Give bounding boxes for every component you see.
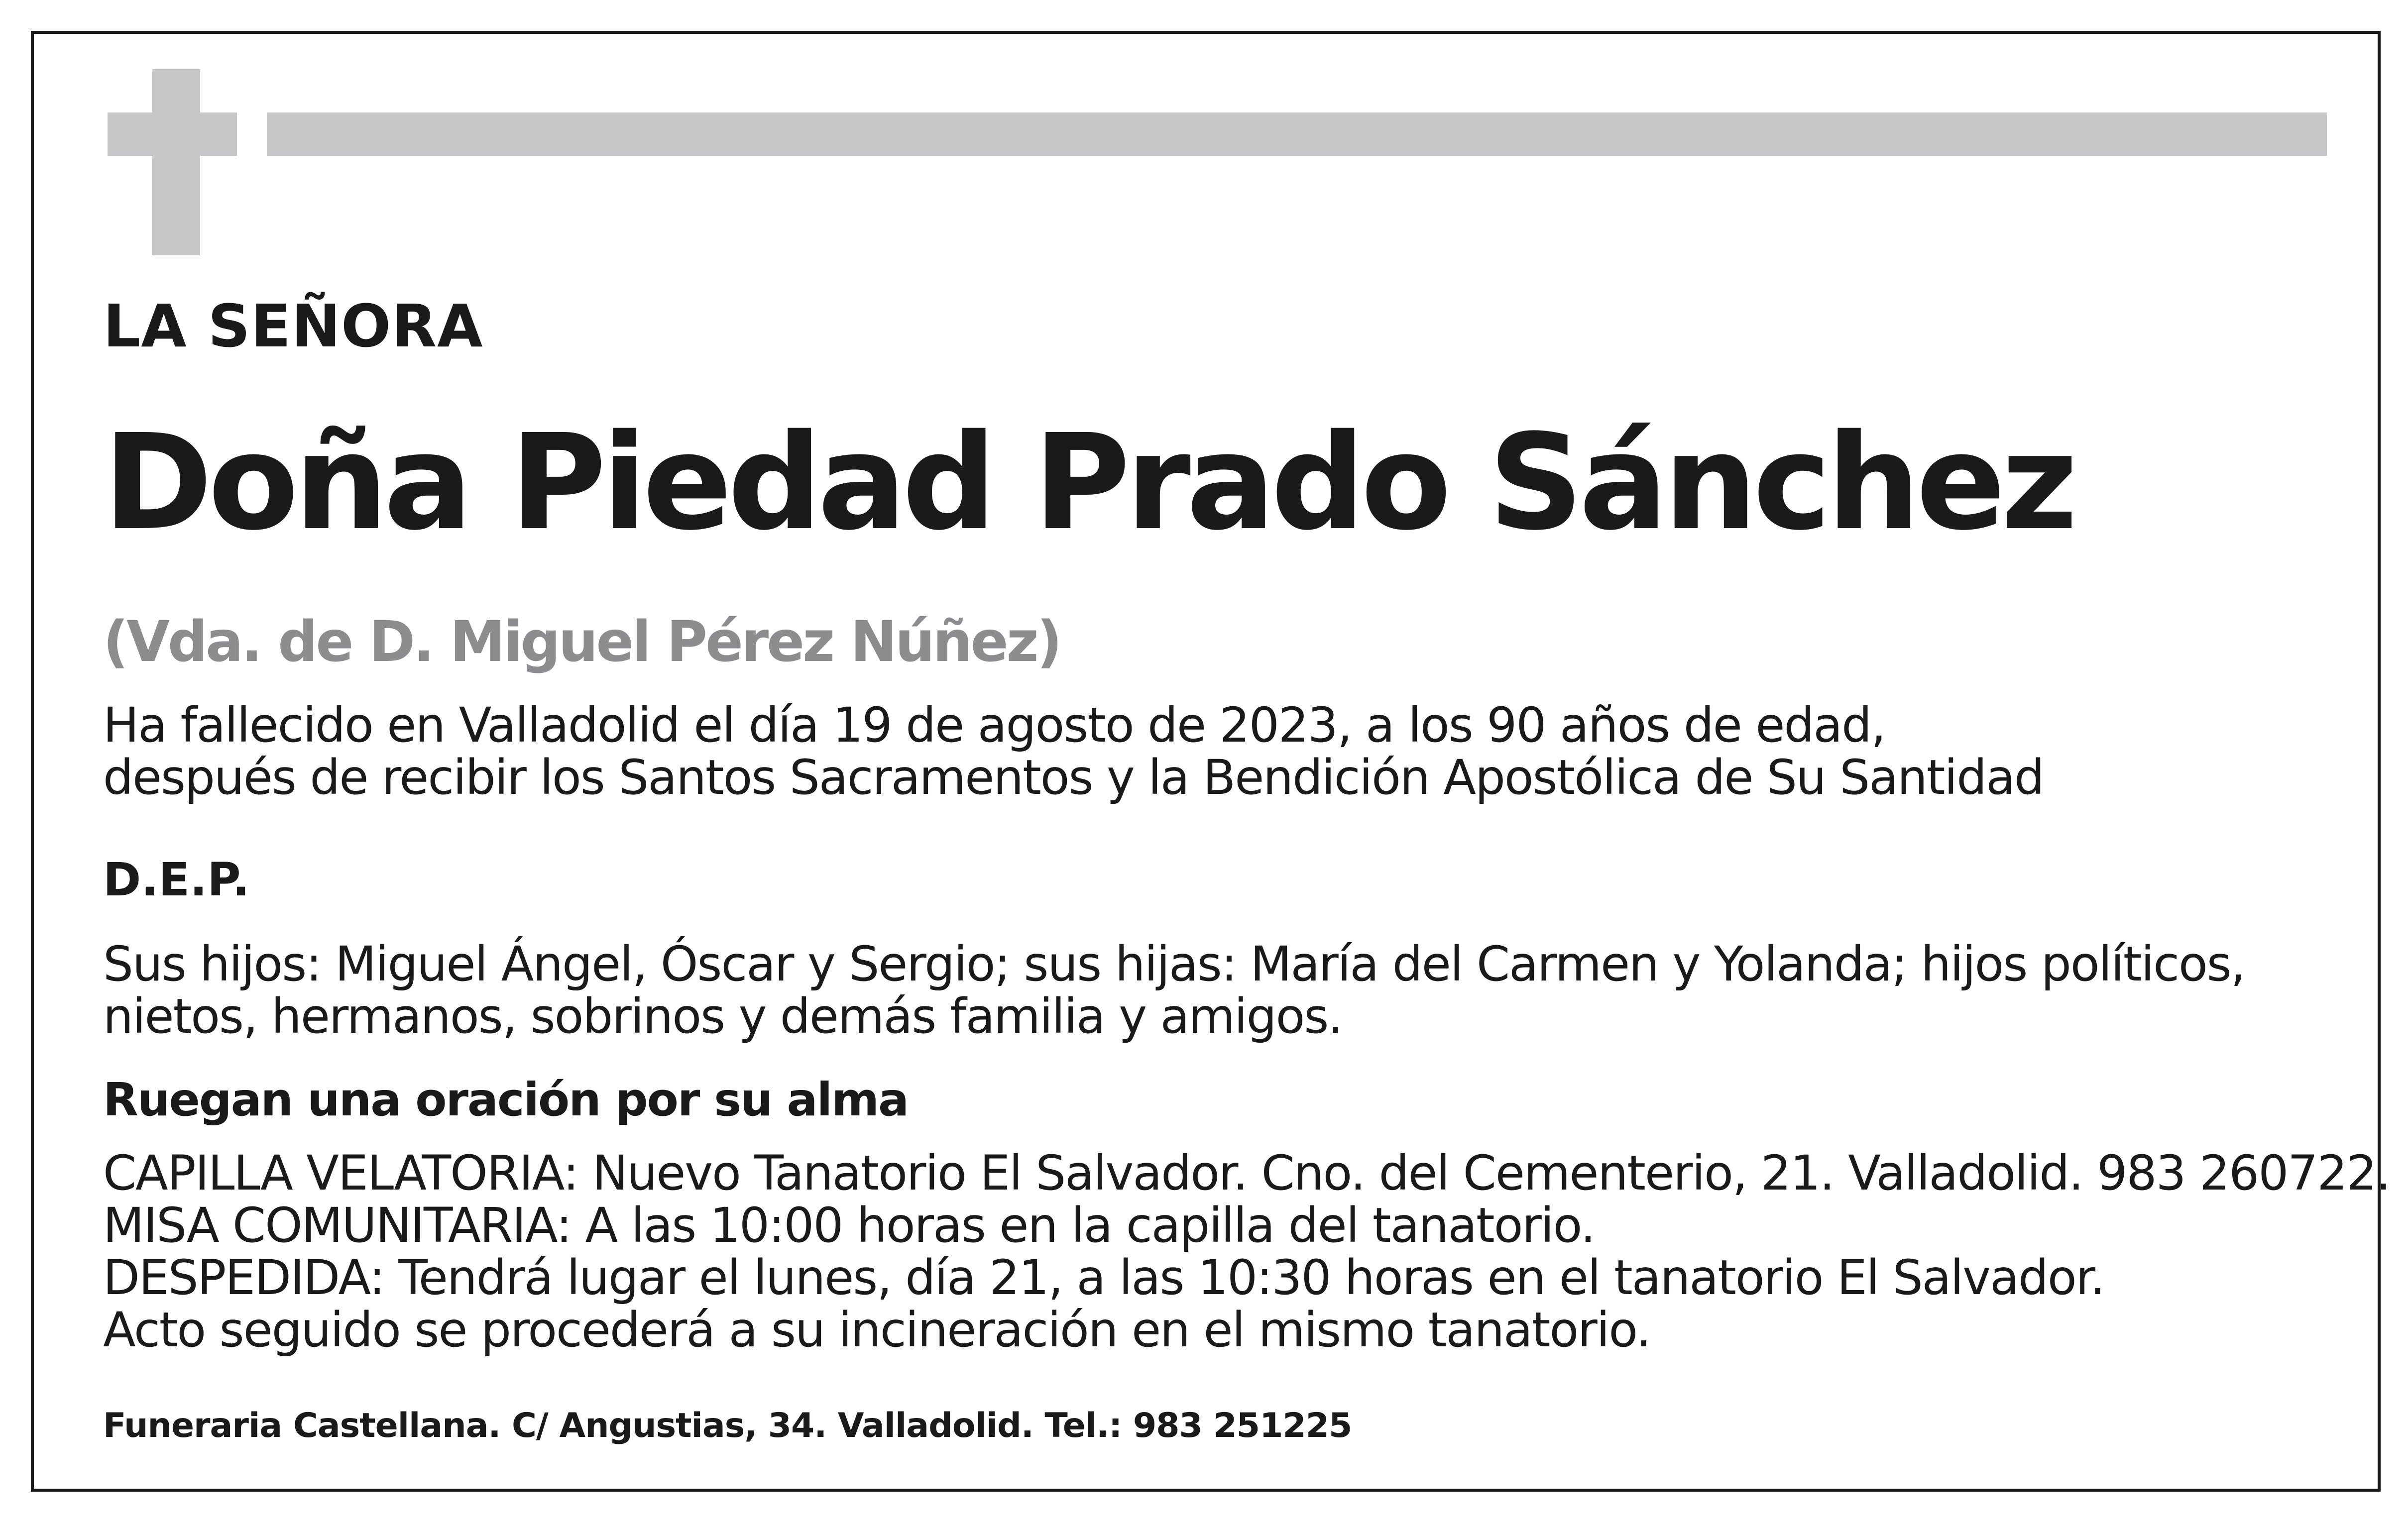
death-notice-line-2: después de recibir los Santos Sacramentos y la Bendición Apostólica de Su Santidad xyxy=(103,750,2044,805)
chapel-info: CAPILLA VELATORIA: Nuevo Tanatorio El Salvador. Cno. del Cementerio, 21. Valladolid. 983 260722. xyxy=(103,1145,2391,1201)
funeral-home-footer: Funeraria Castellana. C/ Angustias, 34. Valladolid. Tel.: 983 251225 xyxy=(103,1406,1352,1445)
prayer-request: Ruegan una oración por su alma xyxy=(103,1073,909,1126)
mass-info: MISA COMUNITARIA: A las 10:00 horas en la capilla del tanatorio. xyxy=(103,1198,1595,1253)
cross-vertical-bar xyxy=(152,69,200,255)
deceased-name: Doña Piedad Prado Sánchez xyxy=(103,406,2073,559)
rip-label: D.E.P. xyxy=(103,853,250,906)
death-notice-line-1: Ha fallecido en Valladolid el día 19 de agosto de 2023, a los 90 años de edad, xyxy=(103,697,1885,753)
family-line-1: Sus hijos: Miguel Ángel, Óscar y Sergio; sus hijas: María del Carmen y Yolanda; hijos políticos, xyxy=(103,936,2245,992)
header-rule xyxy=(267,112,2327,156)
farewell-info: DESPEDIDA: Tendrá lugar el lunes, día 21, a las 10:30 horas en el tanatorio El Salvador. xyxy=(103,1250,2104,1306)
honorific: LA SEÑORA xyxy=(103,292,483,360)
cremation-info: Acto seguido se procederá a su incineración en el mismo tanatorio. xyxy=(103,1302,1650,1358)
family-line-2: nietos, hermanos, sobrinos y demás familia y amigos. xyxy=(103,988,1342,1044)
cross-horizontal-bar xyxy=(108,112,237,156)
widow-of: (Vda. de D. Miguel Pérez Núñez) xyxy=(103,610,1060,674)
